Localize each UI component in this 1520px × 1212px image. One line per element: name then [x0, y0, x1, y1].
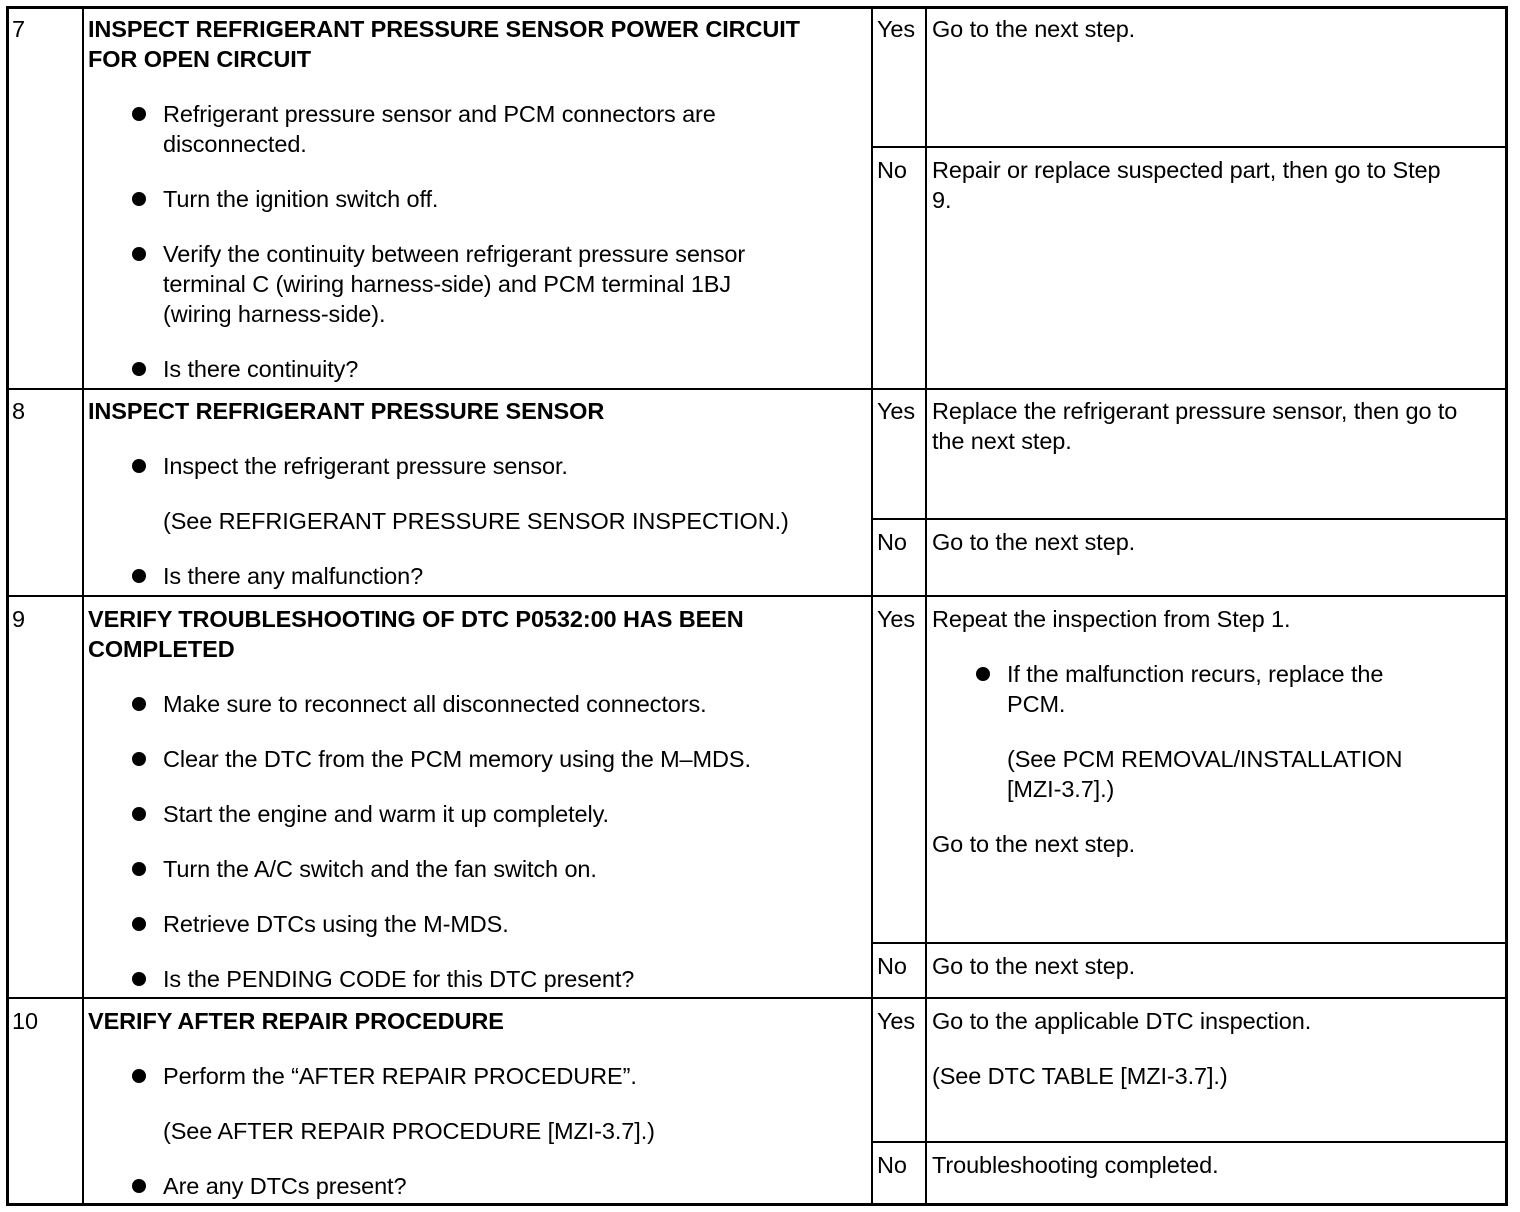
bullet-icon	[132, 362, 146, 376]
no-label: No	[877, 1152, 907, 1178]
bullet-icon	[132, 247, 146, 261]
step-title: INSPECT REFRIGERANT PRESSURE SENSOR POWER CIRCUIT	[88, 16, 800, 42]
step-item: Retrieve DTCs using the M-MDS.	[163, 911, 509, 937]
step-title: VERIFY TROUBLESHOOTING OF DTC P0532:00 HAS BEEN	[88, 606, 744, 632]
no-label: No	[877, 529, 907, 555]
step-number: 10	[12, 1008, 38, 1034]
step-item: Perform the “AFTER REPAIR PROCEDURE”.	[163, 1063, 637, 1089]
step-item: Inspect the refrigerant pressure sensor.	[163, 453, 568, 479]
yes-label: Yes	[877, 1008, 916, 1034]
no-action: Repair or replace suspected part, then go to Step	[932, 157, 1441, 183]
yes-note: (See DTC TABLE [MZI-3.7].)	[932, 1063, 1228, 1089]
bullet-icon	[132, 862, 146, 876]
yes-no-divider	[871, 942, 1506, 944]
step-number: 8	[12, 398, 25, 424]
step-note: (See AFTER REPAIR PROCEDURE [MZI-3.7].)	[163, 1118, 655, 1144]
bullet-icon	[132, 917, 146, 931]
yes-action: the next step.	[932, 428, 1072, 454]
yes-note: (See PCM REMOVAL/INSTALLATION	[1007, 746, 1403, 772]
bullet-icon	[132, 192, 146, 206]
bullet-icon	[132, 972, 146, 986]
yes-action: Go to the next step.	[932, 16, 1136, 42]
step-item: Make sure to reconnect all disconnected connectors.	[163, 691, 707, 717]
no-action: 9.	[932, 187, 952, 213]
column-divider	[82, 8, 84, 1204]
step-item: Is there continuity?	[163, 356, 359, 382]
bullet-icon	[132, 569, 146, 583]
yes-action: Repeat the inspection from Step 1.	[932, 606, 1291, 632]
column-divider	[925, 8, 927, 1204]
bullet-icon	[132, 807, 146, 821]
step-item: Turn the ignition switch off.	[163, 186, 439, 212]
yes-bullet: PCM.	[1007, 691, 1066, 717]
column-divider	[871, 8, 873, 1204]
step-item: Is there any malfunction?	[163, 563, 424, 589]
yes-action: Go to the applicable DTC inspection.	[932, 1008, 1312, 1034]
bullet-icon	[132, 107, 146, 121]
no-action: Troubleshooting completed.	[932, 1152, 1219, 1178]
step-title: COMPLETED	[88, 636, 235, 662]
yes-no-divider	[871, 1141, 1506, 1143]
yes-action: Replace the refrigerant pressure sensor, then go to	[932, 398, 1458, 424]
step-item: Are any DTCs present?	[163, 1173, 407, 1199]
step-item: Refrigerant pressure sensor and PCM connectors are	[163, 101, 716, 127]
yes-label: Yes	[877, 398, 916, 424]
yes-no-divider	[871, 518, 1506, 520]
bullet-icon	[132, 752, 146, 766]
no-action: Go to the next step.	[932, 953, 1136, 979]
yes-bullet: If the malfunction recurs, replace the	[1007, 661, 1384, 687]
step-item: disconnected.	[163, 131, 307, 157]
yes-label: Yes	[877, 16, 916, 42]
step-item: Turn the A/C switch and the fan switch on.	[163, 856, 597, 882]
no-label: No	[877, 157, 907, 183]
row-divider	[8, 997, 1506, 999]
bullet-icon	[132, 1069, 146, 1083]
no-action: Go to the next step.	[932, 529, 1136, 555]
no-label: No	[877, 953, 907, 979]
row-divider	[8, 595, 1506, 597]
bullet-icon	[132, 697, 146, 711]
yes-note: [MZI-3.7].)	[1007, 776, 1115, 802]
step-title: INSPECT REFRIGERANT PRESSURE SENSOR	[88, 398, 605, 424]
step-number: 7	[12, 16, 25, 42]
step-note: (See REFRIGERANT PRESSURE SENSOR INSPECTION.)	[163, 508, 789, 534]
step-title: FOR OPEN CIRCUIT	[88, 46, 311, 72]
bullet-icon	[132, 459, 146, 473]
step-number: 9	[12, 606, 25, 632]
step-item: (wiring harness-side).	[163, 301, 386, 327]
yes-after: Go to the next step.	[932, 831, 1136, 857]
step-item: Verify the continuity between refrigerant pressure sensor	[163, 241, 746, 267]
bullet-icon	[132, 1179, 146, 1193]
yes-label: Yes	[877, 606, 916, 632]
step-item: Clear the DTC from the PCM memory using the M–MDS.	[163, 746, 751, 772]
row-divider	[8, 388, 1506, 390]
yes-no-divider	[871, 146, 1506, 148]
step-item: Start the engine and warm it up completely.	[163, 801, 609, 827]
step-title: VERIFY AFTER REPAIR PROCEDURE	[88, 1008, 504, 1034]
bullet-icon	[976, 667, 990, 681]
step-item: terminal C (wiring harness-side) and PCM terminal 1BJ	[163, 271, 732, 297]
step-item: Is the PENDING CODE for this DTC present?	[163, 966, 635, 992]
